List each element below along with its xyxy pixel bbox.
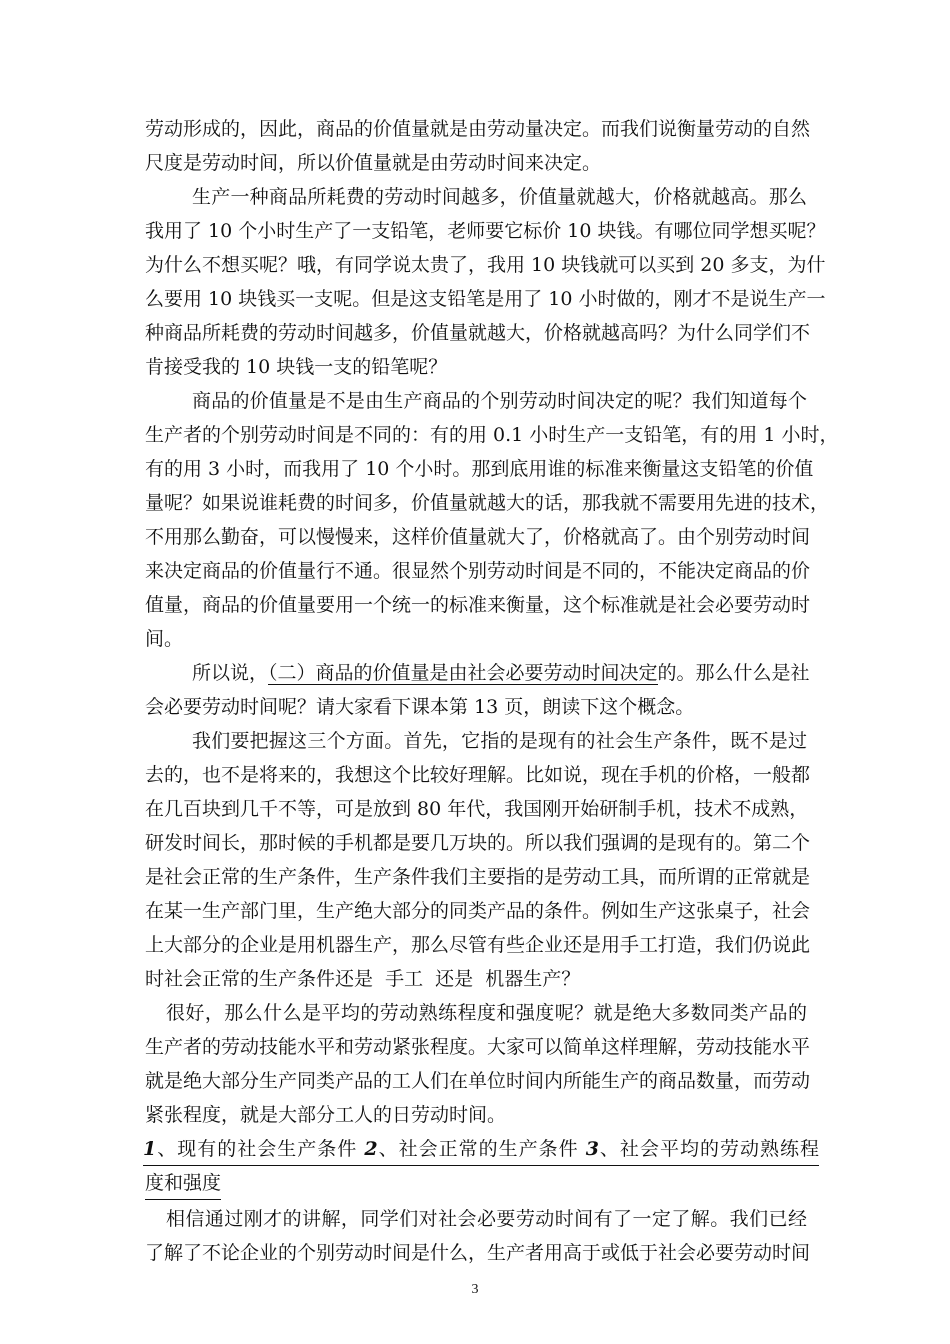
text-line: 在某一生产部门里，生产绝大部分的同类产品的条件。例如生产这张桌子，社会 (145, 900, 811, 922)
text-line-heading (192, 657, 810, 689)
summary-number: 2 (364, 1138, 378, 1160)
text-line: 紧张程度，就是大部分工人的日劳动时间。 (145, 1104, 507, 1126)
text-line: 商品的价值量是不是由生产商品的个别劳动时间决定的呢？我们知道每个 (192, 390, 807, 412)
text-line: 生产者的个别劳动时间是不同的：有的用 0.1 小时生产一支铅笔，有的用 1 小时， (145, 424, 839, 446)
text-line: 肯接受我的 10 块钱一支的铅笔呢？ (145, 356, 448, 378)
text-line: 种商品所耗费的劳动时间越多，价值量就越大，价格就越高吗？为什么同学们不 (145, 322, 811, 344)
text-line: 上大部分的企业是用机器生产，那么尽管有些企业还是用手工打造，我们仍说此 (145, 934, 811, 956)
text-line: 就是绝大部分生产同类产品的工人们在单位时间内所能生产的商品数量，而劳动 (145, 1070, 811, 1092)
text-line: 我们要把握这三个方面。首先，它指的是现有的社会生产条件，既不是过 (192, 730, 807, 752)
text-line: 么要用 10 块钱买一支呢。但是这支铅笔是用了 10 小时做的，刚才不是说生产一 (145, 288, 826, 310)
text-line: 相信通过刚才的讲解，同学们对社会必要劳动时间有了一定了解。我们已经 (166, 1208, 807, 1230)
text-run: 的。那么什么是社 (657, 662, 810, 684)
text-line: 生产一种商品所耗费的劳动时间越多，价值量就越大，价格就越高。那么 (192, 186, 807, 208)
text-line: 值量，商品的价值量要用一个统一的标准来衡量，这个标准就是社会必要劳动时 (145, 594, 811, 616)
summary-line (143, 1133, 819, 1166)
summary-number: 3 (585, 1138, 599, 1160)
text-line: 研发时间长，那时候的手机都是要几万块的。所以我们强调的是现有的。第二个 (145, 832, 811, 854)
summary-item: 、社会平均的劳动熟练程 (598, 1138, 819, 1160)
text-line: 尺度是劳动时间，所以价值量就是由劳动时间来决定。 (145, 152, 602, 174)
text-line: 生产者的劳动技能水平和劳动紧张程度。大家可以简单这样理解，劳动技能水平 (145, 1036, 811, 1058)
page-number: 3 (471, 1282, 479, 1297)
text-line: 我用了 10 个小时生产了一支铅笔，老师要它标价 10 块钱。有哪位同学想买呢？ (145, 220, 826, 242)
text-line: 不用那么勤奋，可以慢慢来，这样价值量就大了，价格就高了。由个别劳动时间 (145, 526, 811, 548)
text-line: 为什么不想买呢？哦，有同学说太贵了，我用 10 块钱就可以买到 20 多支，为什 (145, 254, 826, 276)
text-line: 了解了不论企业的个别劳动时间是什么，生产者用高于或低于社会必要劳动时间 (145, 1242, 811, 1264)
summary-number: 1 (143, 1138, 157, 1160)
text-line: 在几百块到几千不等，可是放到 80 年代，我国刚开始研制手机，技术不成熟， (145, 798, 809, 820)
text-line: 有的用 3 小时，而我用了 10 个小时。那到底用谁的标准来衡量这支铅笔的价值 (145, 458, 814, 480)
summary-line-2: 度和强度 (145, 1167, 221, 1200)
text-line: 量呢？如果说谁耗费的时间多，价值量就越大的话，那我就不需要用先进的技术， (145, 492, 830, 514)
text-line: 来决定商品的价值量行不通。很显然个别劳动时间是不同的，不能决定商品的价 (145, 560, 811, 582)
text-run: 所以说， (192, 662, 269, 684)
text-line: 是社会正常的生产条件，生产条件我们主要指的是劳动工具，而所谓的正常就是 (145, 866, 811, 888)
text-line: 间。 (145, 628, 184, 650)
text-line: 劳动形成的，因此，商品的价值量就是由劳动量决定。而我们说衡量劳动的自然 (145, 118, 811, 140)
text-line: 会必要劳动时间呢？请大家看下课本第 13 页，朗读下这个概念。 (145, 696, 695, 718)
section-heading: （二）商品的价值量是由社会必要劳动时间决定 (268, 662, 658, 684)
text-line: 去的，也不是将来的，我想这个比较好理解。比如说，现在手机的价格，一般都 (145, 764, 811, 786)
summary-item: 、社会正常的生产条件 (377, 1138, 586, 1160)
summary-item: 、现有的社会生产条件 (156, 1138, 365, 1160)
text-line: 时社会正常的生产条件还是 手工 还是 机器生产？ (145, 968, 581, 990)
text-line: 很好，那么什么是平均的劳动熟练程度和强度呢？就是绝大多数同类产品的 (166, 1002, 807, 1024)
